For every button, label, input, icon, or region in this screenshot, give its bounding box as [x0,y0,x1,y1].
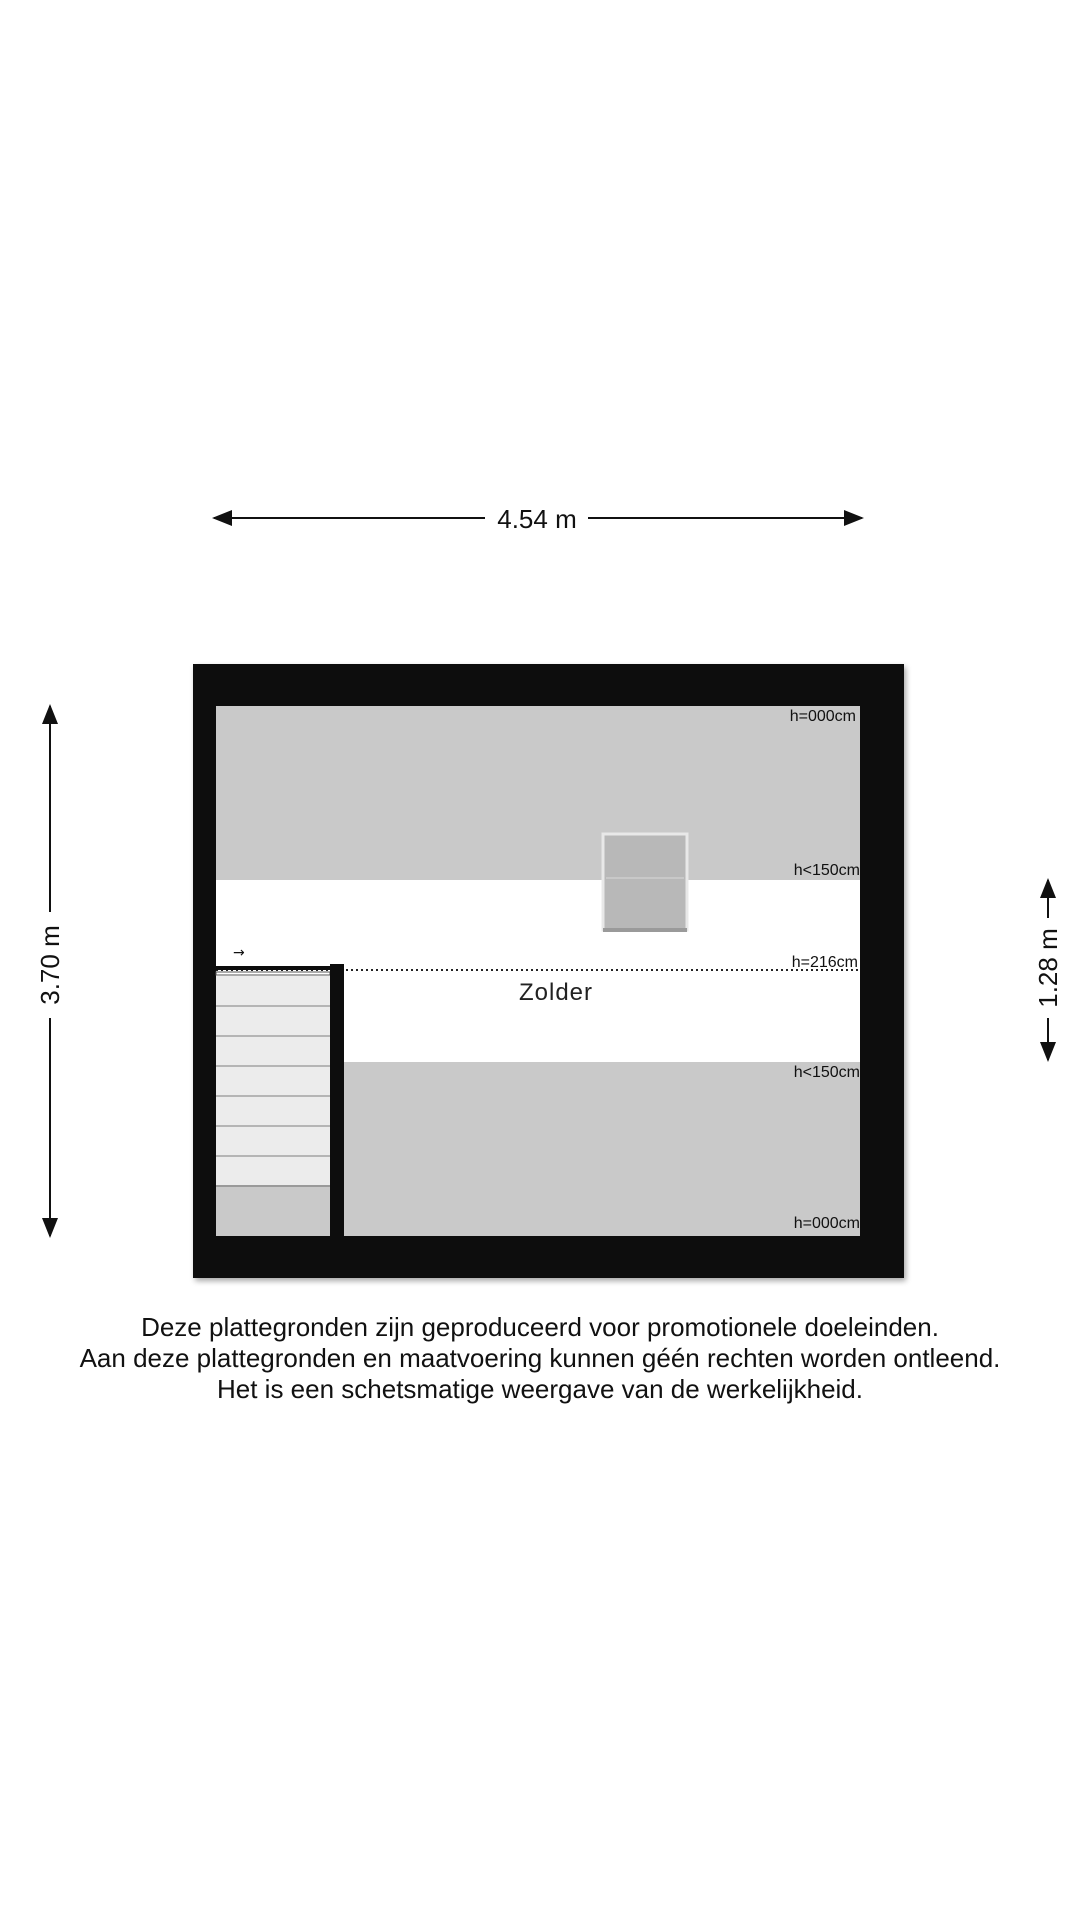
height-label-ridge: h=216cm [791,954,858,971]
depth-dimension [35,706,65,1236]
depth-dimension-label: 3.70 m [35,925,65,1005]
height-label-upper-threshold: h<150cm [793,862,860,879]
skylight [603,834,687,932]
width-dimension-label: 4.54 m [497,504,577,534]
disclaimer-line-1: Deze plattegronden zijn geproduceerd voor promotionele doeleinden. [141,1312,939,1342]
height-label-bottom-edge: h=000cm [793,1215,860,1232]
partial-dimension [1033,880,1063,1060]
width-dimension [214,504,862,534]
stair-wall [330,964,344,1236]
room-label: Zolder [518,979,594,1006]
low-ceiling-zone-top [216,706,860,880]
disclaimer-line-3: Het is een schetsmatige weergave van de werkelijkheid. [216,1374,863,1404]
height-label-lower-threshold: h<150cm [793,1064,860,1081]
partial-dimension-label: 1.28 m [1033,928,1063,1008]
disclaimer [0,1312,1080,1405]
stair-direction-arrow: → [233,945,245,961]
height-label-top-edge: h=000cm [789,708,856,725]
disclaimer-line-2: Aan deze plattegronden en maatvoering kunnen géén rechten worden ontleend. [79,1343,1001,1373]
